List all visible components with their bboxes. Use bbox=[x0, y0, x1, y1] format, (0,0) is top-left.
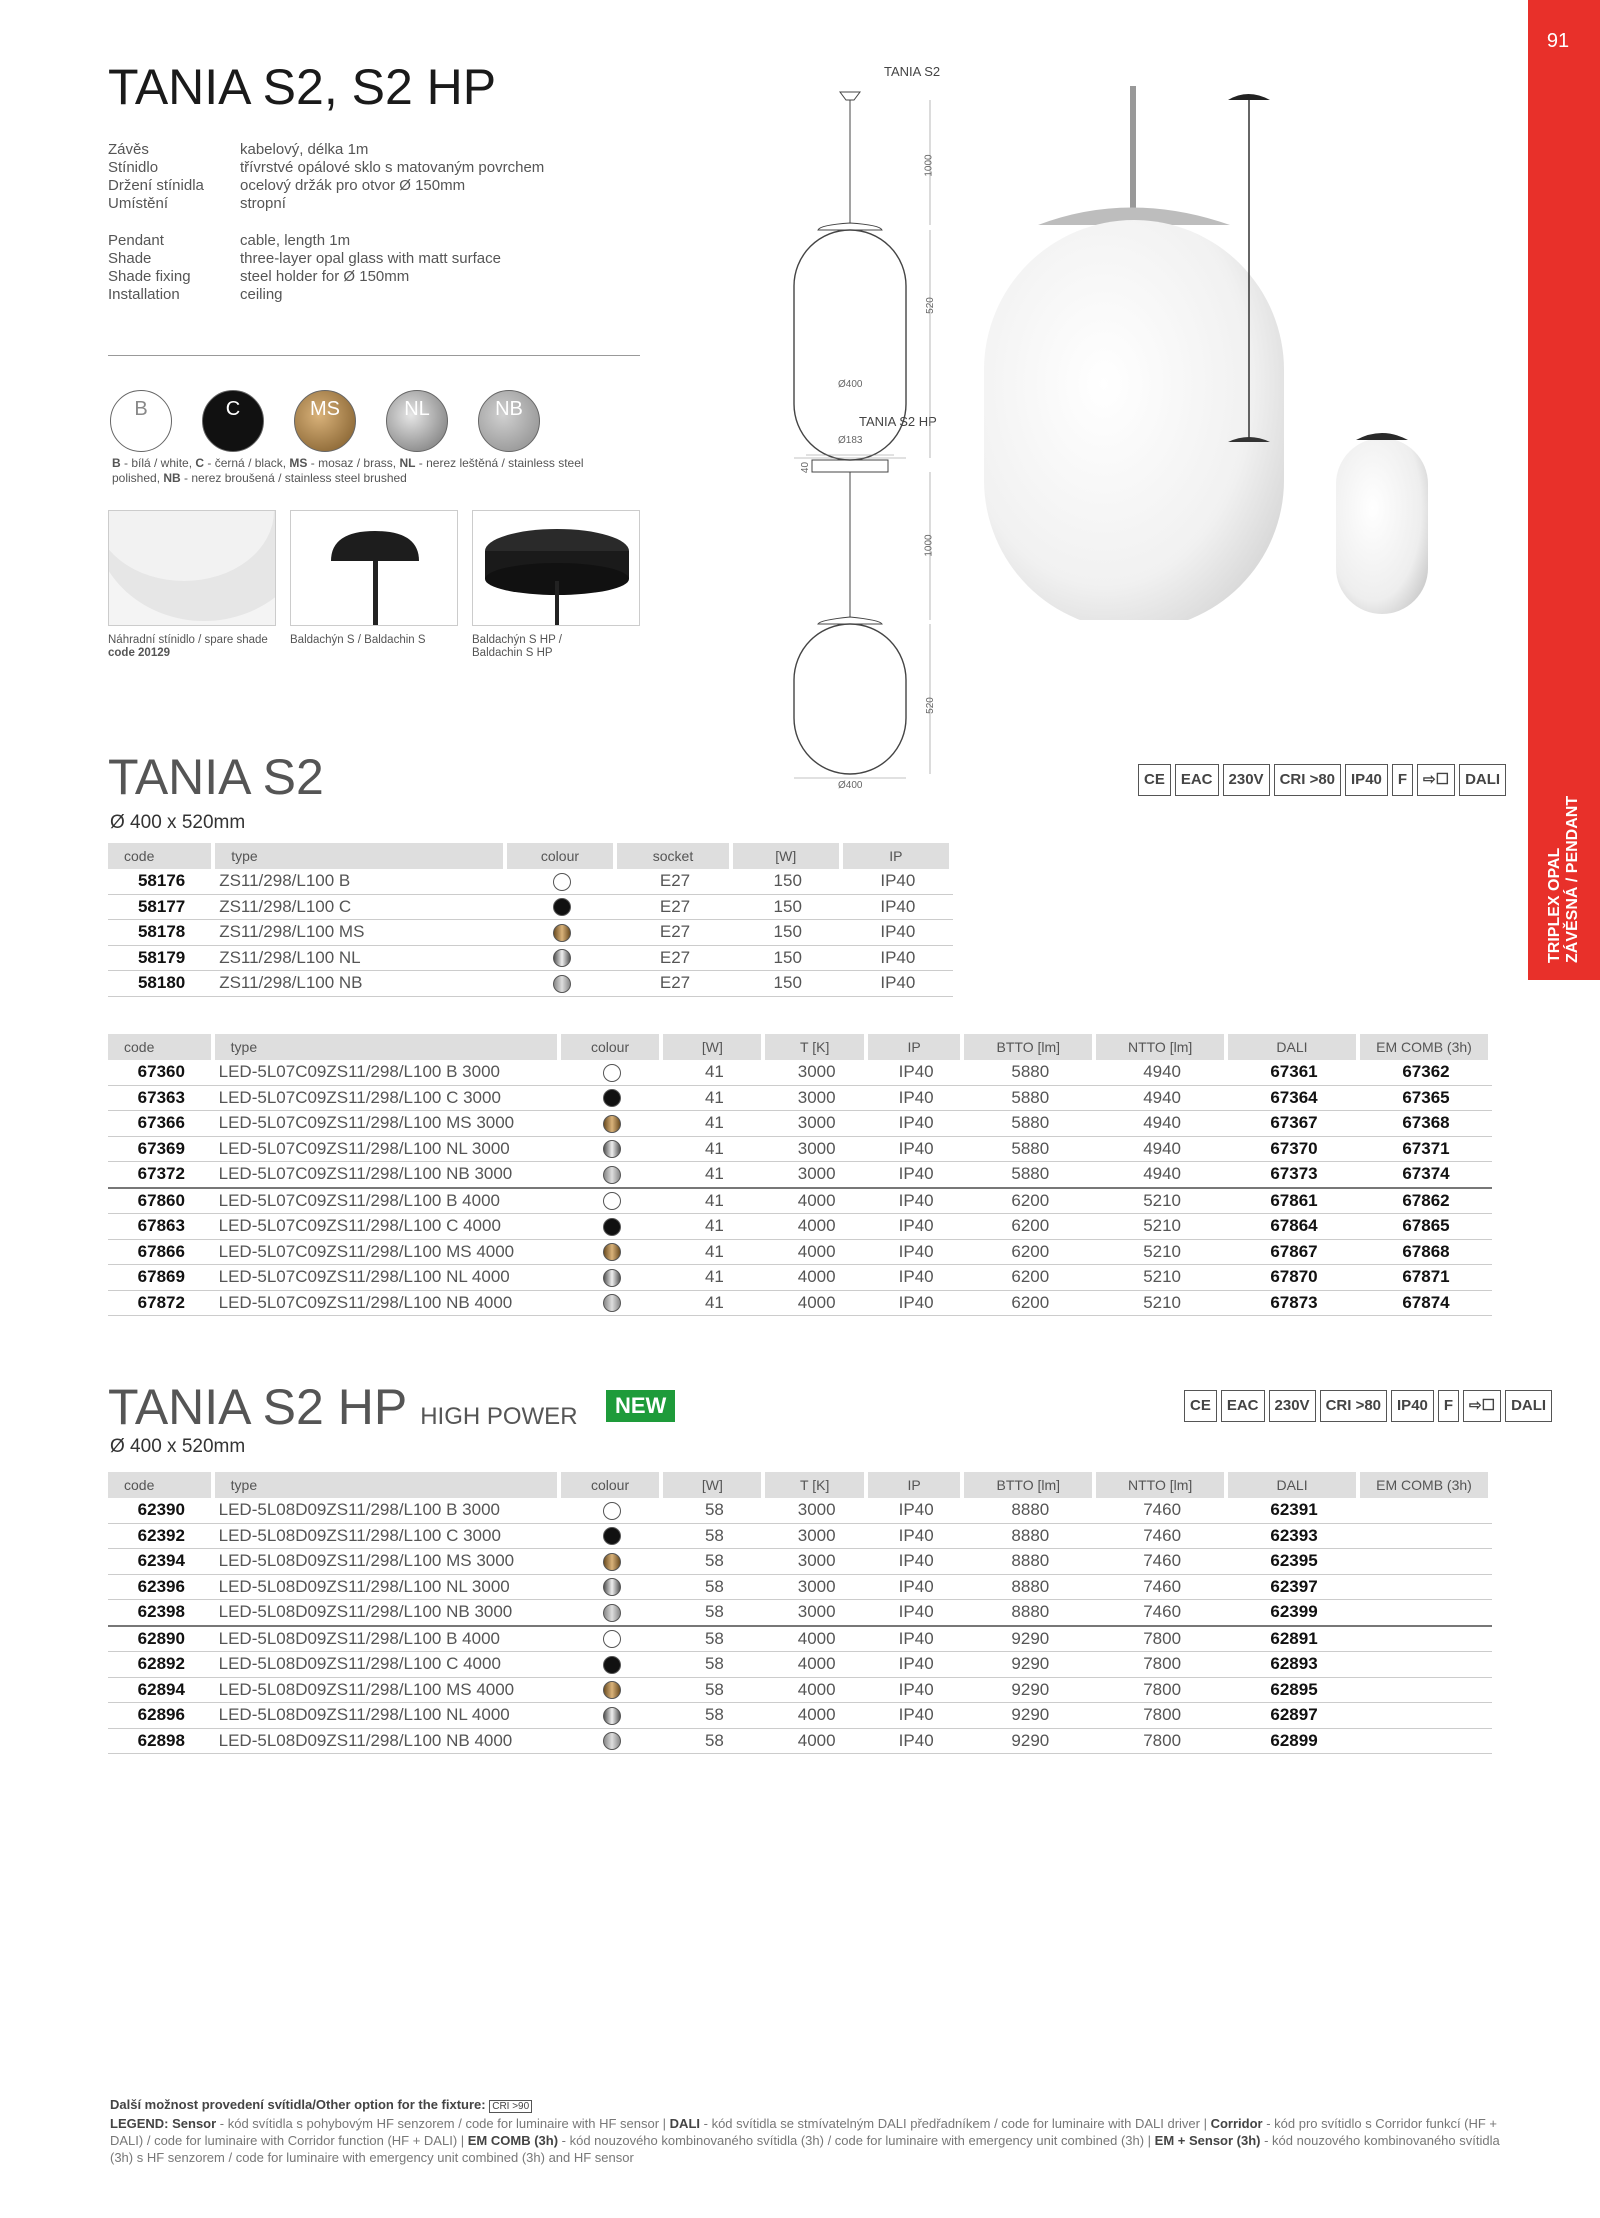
section-dims-s2-hp: Ø 400 x 520mm bbox=[110, 1436, 246, 1457]
section-dims-s2: Ø 400 x 520mm bbox=[110, 812, 246, 833]
dim-1000-hp: 1000 bbox=[923, 534, 935, 557]
colour-dot-nl bbox=[603, 1707, 621, 1725]
accessory-caption-2: Baldachýn S / Baldachin S bbox=[290, 634, 426, 646]
table-row: 58176 ZS11/298/L100 B E27 150 IP40 bbox=[108, 869, 953, 895]
colour-dot-nl bbox=[603, 1578, 621, 1596]
colour-dot-c bbox=[603, 1089, 621, 1107]
table-row: 67363 LED-5L07C09ZS11/298/L100 C 3000 41 3000 IP40 5880 4940 67364 67365 bbox=[108, 1086, 1492, 1112]
colour-dot-b bbox=[553, 873, 571, 891]
table-row: 58180 ZS11/298/L100 NB E27 150 IP40 bbox=[108, 971, 953, 997]
certifications-s2 bbox=[1138, 764, 1506, 798]
table-row: 62896 LED-5L08D09ZS11/298/L100 NL 4000 58 4000 IP40 9290 7800 62897 bbox=[108, 1703, 1492, 1729]
baldachin-s-hp-image bbox=[472, 510, 640, 626]
side-tab bbox=[1528, 0, 1600, 980]
table-row: 67366 LED-5L07C09ZS11/298/L100 MS 3000 41 3000 IP40 5880 4940 67367 67368 bbox=[108, 1111, 1492, 1137]
cert-badge: CRI >80 bbox=[1320, 1390, 1387, 1422]
table-row: 62390 LED-5L08D09ZS11/298/L100 B 3000 58 3000 IP40 8880 7460 62391 bbox=[108, 1498, 1492, 1524]
spec-row: Installation ceiling bbox=[108, 286, 283, 303]
cri90-badge: CRI >90 bbox=[489, 2100, 532, 2113]
swatch-nl: NL bbox=[386, 390, 448, 452]
table-row: 62892 LED-5L08D09ZS11/298/L100 C 4000 58 4000 IP40 9290 7800 62893 bbox=[108, 1652, 1492, 1678]
section-subtitle-hp: HIGH POWER bbox=[420, 1403, 578, 1430]
spec-row: Umístění stropní bbox=[108, 195, 286, 212]
table-row: 62894 LED-5L08D09ZS11/298/L100 MS 4000 58 4000 IP40 9290 7800 62895 bbox=[108, 1678, 1492, 1704]
table-s2-led: code type colour [W] T [K] IP BTTO [lm] NTTO [lm] DALI EM COMB (3h) 67360 LED-5L07C09ZS11/298/L100 B 3000 41 3000 IP40 5880 4940 67361 67362 67363 LED-5L07C09ZS11/298/L100 C 3000 41 3000 IP40 5880 4940 67364 67365 67366 LED-5L07C09ZS11/298/L100 MS 3000 41 3000 IP40 5880 4940 67367 67368 67369 LED-5L07C09ZS11/298/L100 NL 3000 41 3000 IP40 5880 4940 67370 67371 67372 LED-5L07C09ZS11/298/L100 NB 3000 41 3000 IP40 5880 4940 67373 67374 67860 LED-5L07C09ZS11/298/L100 B 4000 41 4000 IP40 6200 5210 67861 67862 67863 LED-5L07C09ZS11/298/L100 C 4000 41 4000 IP40 6200 5210 67864 67865 67866 LED-5L07C09ZS11/298/L100 MS 4000 41 4000 IP40 6200 5210 67867 67868 67869 LED-5L07C09ZS11/298/L100 NL 4000 41 4000 IP40 6200 5210 67870 67871 67872 LED-5L07C09ZS11/298/L100 NB 4000 41 4000 IP40 6200 5210 67873 67874 bbox=[108, 1034, 1492, 1316]
page-title: TANIA S2, S2 HP bbox=[108, 59, 497, 115]
table-row: 62396 LED-5L08D09ZS11/298/L100 NL 3000 58 3000 IP40 8880 7460 62397 bbox=[108, 1575, 1492, 1601]
spec-row: Stínidlo třívrstvé opálové sklo s matovaným povrchem bbox=[108, 159, 545, 176]
cert-badge: DALI bbox=[1459, 764, 1506, 796]
colour-dot-ms bbox=[553, 924, 571, 942]
dim-d400-hp: Ø400 bbox=[838, 780, 863, 791]
drawing-label-s2-hp: TANIA S2 HP bbox=[859, 414, 937, 429]
table-row: 67369 LED-5L07C09ZS11/298/L100 NL 3000 41 3000 IP40 5880 4940 67370 67371 bbox=[108, 1137, 1492, 1163]
spec-row: Držení stínidla ocelový držák pro otvor Ø 150mm bbox=[108, 177, 466, 194]
footer-legend: Další možnost provedení svítidla/Other option for the fixture: CRI >90 LEGEND: Sensor - kód svítidla s pohybovým HF senzorem / code for luminaire with HF sensor | DALI - kód svítidla se stmívatelným DALI předřadníkem / code for luminaire with DALI driver | Corridor - kód pro svítidlo s Corridor funkcí (HF + DALI) / code for luminaire with Corridor function (HF + DALI) | EM COMB (3h) - kód nouzového kombinovaného svítidla (3h) / code for luminaire with emergency unit combined (3h) | EM + Sensor (3h) - kód nouzového kombinovaného svítidla (3h) s HF senzorem / code for luminaire with emergency unit combined (3h) and HF sensor bbox=[110, 2097, 1500, 2165]
cert-badge: F bbox=[1392, 764, 1413, 796]
table-s2-hp-led: code type colour [W] T [K] IP BTTO [lm] NTTO [lm] DALI EM COMB (3h) 62390 LED-5L08D09ZS11/298/L100 B 3000 58 3000 IP40 8880 7460 62391 62392 LED-5L08D09ZS11/298/L100 C 3000 58 3000 IP40 8880 7460 62393 62394 LED-5L08D09ZS11/298/L100 MS 3000 58 3000 IP40 8880 7460 62395 62396 LED-5L08D09ZS11/298/L100 NL 3000 58 3000 IP40 8880 7460 62397 62398 LED-5L08D09ZS11/298/L100 NB 3000 58 3000 IP40 8880 7460 62399 62890 LED-5L08D09ZS11/298/L100 B 4000 58 4000 IP40 9290 7800 62891 62892 LED-5L08D09ZS11/298/L100 C 4000 58 4000 IP40 9290 7800 62893 62894 LED-5L08D09ZS11/298/L100 MS 4000 58 4000 IP40 9290 7800 62895 62896 LED-5L08D09ZS11/298/L100 NL 4000 58 4000 IP40 9290 7800 62897 62898 LED-5L08D09ZS11/298/L100 NB 4000 58 4000 IP40 9290 7800 62899 bbox=[108, 1472, 1492, 1754]
table-row: 67869 LED-5L07C09ZS11/298/L100 NL 4000 41 4000 IP40 6200 5210 67870 67871 bbox=[108, 1265, 1492, 1291]
dim-520-s2: 520 bbox=[924, 297, 936, 314]
table-row: 62890 LED-5L08D09ZS11/298/L100 B 4000 58 4000 IP40 9290 7800 62891 bbox=[108, 1627, 1492, 1653]
technical-drawing bbox=[780, 80, 950, 800]
cert-badge: CE bbox=[1138, 764, 1171, 796]
cert-badge: ⇨☐ bbox=[1417, 764, 1455, 796]
dim-d183: Ø183 bbox=[838, 435, 863, 446]
colour-dot-nl bbox=[553, 949, 571, 967]
spec-row: Shade three-layer opal glass with matt surface bbox=[108, 250, 501, 267]
colour-dot-nl bbox=[603, 1140, 621, 1158]
accessory-caption-1: Náhradní stínidlo / spare shade code 20129 bbox=[108, 634, 268, 659]
dim-520-hp: 520 bbox=[924, 697, 936, 714]
spare-shade-image bbox=[108, 510, 276, 626]
cert-badge: 230V bbox=[1269, 1390, 1316, 1422]
side-category-line2: ZÁVĚSNÁ / PENDANT bbox=[1564, 795, 1581, 963]
certifications-s2-hp bbox=[1184, 1390, 1552, 1424]
colour-dot-c bbox=[603, 1527, 621, 1545]
colour-dot-nb bbox=[603, 1604, 621, 1622]
swatch-c: C bbox=[202, 390, 264, 452]
table-row: 62898 LED-5L08D09ZS11/298/L100 NB 4000 58 4000 IP40 9290 7800 62899 bbox=[108, 1729, 1492, 1755]
page-number: 91 bbox=[1546, 30, 1570, 52]
colour-dot-b bbox=[603, 1630, 621, 1648]
colour-dot-nb bbox=[603, 1166, 621, 1184]
cert-badge: F bbox=[1438, 1390, 1459, 1422]
cert-badge: EAC bbox=[1175, 764, 1219, 796]
divider bbox=[108, 355, 640, 356]
cert-badge: IP40 bbox=[1345, 764, 1388, 796]
table-s2-e27: code type colour socket [W] IP 58176 ZS11/298/L100 B E27 150 IP40 58177 ZS11/298/L100 C E27 150 IP40 58178 ZS11/298/L100 MS E27 150 IP40 58179 ZS11/298/L100 NL E27 150 IP40 58180 ZS11/298/L100 NB E27 150 IP40 bbox=[108, 843, 953, 997]
dim-d400-s2: Ø400 bbox=[838, 379, 863, 390]
cert-badge: ⇨☐ bbox=[1463, 1390, 1501, 1422]
cert-badge: CE bbox=[1184, 1390, 1217, 1422]
colour-dot-ms bbox=[603, 1681, 621, 1699]
swatch-ms: MS bbox=[294, 390, 356, 452]
table-row: 67860 LED-5L07C09ZS11/298/L100 B 4000 41 4000 IP40 6200 5210 67861 67862 bbox=[108, 1189, 1492, 1215]
baldachin-s-image bbox=[290, 510, 458, 626]
table-row: 58178 ZS11/298/L100 MS E27 150 IP40 bbox=[108, 920, 953, 946]
product-photo bbox=[980, 80, 1330, 620]
cert-badge: IP40 bbox=[1391, 1390, 1434, 1422]
drawing-label-s2: TANIA S2 bbox=[884, 64, 941, 79]
side-category-line1: TRIPLEX OPAL bbox=[1546, 847, 1563, 963]
colour-dot-nb bbox=[553, 975, 571, 993]
spec-row: Závěs kabelový, délka 1m bbox=[108, 141, 369, 158]
table-row: 62394 LED-5L08D09ZS11/298/L100 MS 3000 58 3000 IP40 8880 7460 62395 bbox=[108, 1549, 1492, 1575]
table-row: 67872 LED-5L07C09ZS11/298/L100 NB 4000 41 4000 IP40 6200 5210 67873 67874 bbox=[108, 1291, 1492, 1317]
colour-dot-b bbox=[603, 1192, 621, 1210]
spec-row: Pendant cable, length 1m bbox=[108, 232, 351, 249]
spec-cz bbox=[108, 141, 544, 213]
table-row: 67863 LED-5L07C09ZS11/298/L100 C 4000 41 4000 IP40 6200 5210 67864 67865 bbox=[108, 1214, 1492, 1240]
colour-dot-c bbox=[553, 898, 571, 916]
dim-1000-s2: 1000 bbox=[923, 154, 935, 177]
table-row: 62392 LED-5L08D09ZS11/298/L100 C 3000 58 3000 IP40 8880 7460 62393 bbox=[108, 1524, 1492, 1550]
colour-dot-c bbox=[603, 1218, 621, 1236]
colour-dot-b bbox=[603, 1502, 621, 1520]
colour-dot-ms bbox=[603, 1115, 621, 1133]
section-title-s2: TANIA S2 bbox=[108, 749, 324, 805]
side-category bbox=[1534, 780, 1594, 980]
swatch-nb: NB bbox=[478, 390, 540, 452]
table-row: 58177 ZS11/298/L100 C E27 150 IP40 bbox=[108, 895, 953, 921]
spec-row: Shade fixing steel holder for Ø 150mm bbox=[108, 268, 410, 285]
table-row: 67360 LED-5L07C09ZS11/298/L100 B 3000 41 3000 IP40 5880 4940 67361 67362 bbox=[108, 1060, 1492, 1086]
table-row: 62398 LED-5L08D09ZS11/298/L100 NB 3000 58 3000 IP40 8880 7460 62399 bbox=[108, 1600, 1492, 1627]
table-row: 58179 ZS11/298/L100 NL E27 150 IP40 bbox=[108, 946, 953, 972]
colour-dot-c bbox=[603, 1656, 621, 1674]
colour-dot-b bbox=[603, 1064, 621, 1082]
colour-dot-ms bbox=[603, 1553, 621, 1571]
dim-40: 40 bbox=[800, 461, 812, 474]
cert-badge: EAC bbox=[1221, 1390, 1265, 1422]
colour-dot-nl bbox=[603, 1269, 621, 1287]
colour-dot-nb bbox=[603, 1294, 621, 1312]
table-row: 67372 LED-5L07C09ZS11/298/L100 NB 3000 41 3000 IP40 5880 4940 67373 67374 bbox=[108, 1162, 1492, 1189]
cert-badge: 230V bbox=[1223, 764, 1270, 796]
spec-en bbox=[108, 232, 501, 304]
product-photo-small bbox=[1330, 420, 1434, 620]
colour-dot-nb bbox=[603, 1732, 621, 1750]
colour-dot-ms bbox=[603, 1243, 621, 1261]
table-row: 67866 LED-5L07C09ZS11/298/L100 MS 4000 41 4000 IP40 6200 5210 67867 67868 bbox=[108, 1240, 1492, 1266]
swatch-legend: B - bílá / white, C - černá / black, MS - mosaz / brass, NL - nerez leštěná / stainless steel polished, NB - nerez broušená / stainless steel brushed bbox=[112, 456, 584, 485]
accessory-caption-3: Baldachýn S HP / Baldachin S HP bbox=[472, 634, 562, 659]
cert-badge: CRI >80 bbox=[1274, 764, 1341, 796]
cert-badge: DALI bbox=[1505, 1390, 1552, 1422]
new-badge: NEW bbox=[606, 1390, 675, 1422]
swatch-b: B bbox=[110, 390, 172, 452]
section-title-s2-hp: TANIA S2 HP HIGH POWER bbox=[108, 1379, 578, 1435]
